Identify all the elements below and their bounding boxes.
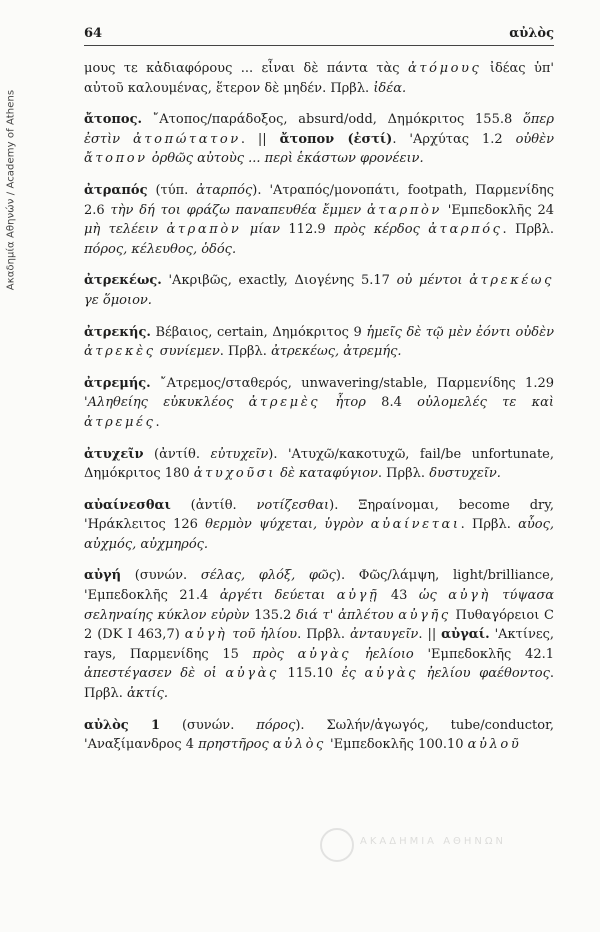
entry-text-segment: . Πρβλ.: [297, 627, 351, 643]
entry-text-segment: γε ὅμοιον.: [84, 292, 152, 308]
entry-text-segment: ). 'Ατυχῶ/κακοτυχῶ, fail/be unfortunate, Δημόκριτος 180: [84, 446, 554, 482]
entry-text-segment: αὖος, αὐχμός, αὐχμηρός.: [84, 517, 555, 552]
entry-lemma: ἀτραπός: [84, 182, 148, 198]
entry-text-segment: 'Αληθείης εὐκυκλέος: [84, 395, 249, 411]
entry-text-segment: τὴν δή τοι φράζω παναπευθέα ἔμμεν: [110, 202, 368, 218]
entry-text-segment: ἠελίοιο: [351, 646, 414, 662]
entry-text-segment: 'Εμπεδοκλῆς 42.1: [413, 646, 555, 662]
entry-text-segment: ἀκτίς.: [127, 686, 169, 702]
entry-text-segment: . Πρβλ.: [219, 344, 272, 360]
dictionary-entry: [84, 323, 554, 362]
entry-text-segment: ἀτόμους: [407, 61, 482, 76]
entry-text-segment: αὐγὰς: [297, 646, 352, 662]
entry-text-segment: δὲ καταφύγιον: [275, 466, 378, 482]
entry-text-segment: ). 'Ατραπός/μονοπάτι, footpath, Παρμενίδης 2.6: [84, 182, 555, 218]
entry-text-segment: ἀνταυγεῖν: [350, 627, 419, 643]
entry-text-segment: (συνών.: [160, 717, 257, 733]
entry-text-segment: αὐγαί.: [441, 627, 490, 643]
entry-text-segment: οὐ μέντοι: [396, 273, 470, 289]
entry-text-segment: ἄτοπον: [84, 151, 148, 167]
entry-text-segment: .: [155, 414, 160, 430]
entry-text-segment: αὐλοῦ: [467, 737, 522, 753]
entry-text-segment: τύψασα σεληναίης κύκλον εὐρὺν: [84, 588, 554, 623]
entry-text-segment: πρὸς: [252, 646, 298, 662]
entry-lemma: αὐγή: [84, 568, 122, 584]
entry-text-segment: ἄτοπον (ἐστί): [279, 131, 393, 147]
entry-lemma: ἀτυχεῖν: [84, 446, 144, 462]
entry-text-segment: πρηστῆρος: [198, 737, 273, 753]
entry-text-segment: ἀταρπὸν: [367, 202, 442, 218]
dictionary-entry: [84, 566, 554, 703]
academy-seal-icon: [320, 828, 354, 862]
entry-text-segment: 'Εμπεδοκλῆς 24: [441, 202, 555, 218]
entry-lemma: ἀτρεκής.: [84, 324, 151, 340]
entry-text-segment: συνίεμεν: [155, 344, 220, 360]
entry-text-segment: (ἀντίθ.: [143, 446, 211, 462]
entry-text-segment: ἀταρπός: [428, 222, 503, 238]
dictionary-entries: [84, 59, 554, 767]
entry-lemma: ἀτρεμής.: [84, 375, 151, 391]
entry-text-segment: ἐς: [341, 666, 365, 682]
dictionary-entry: [84, 271, 554, 310]
entry-text-segment: (τύπ.: [147, 182, 197, 198]
dictionary-entry: [84, 374, 554, 433]
entry-text-segment: ἦτορ: [320, 395, 366, 411]
dictionary-entry: [84, 181, 554, 259]
entry-text-segment: πρὸς κέρδος: [334, 222, 429, 238]
dictionary-entry: [84, 716, 554, 755]
entry-text-segment: διά τ' ἀπλέτου: [296, 607, 399, 623]
entry-text-segment: 'Ακριβῶς, exactly, Διογένης 5.17: [161, 273, 397, 289]
entry-text-segment: ἡμεῖς δὲ τῷ μὲν ἐόντι οὐδὲν: [366, 324, 554, 340]
entry-text-segment: ὡς: [418, 588, 449, 604]
entry-lemma: ἄτοπος.: [84, 112, 143, 128]
entry-text-segment: ῎Ατρεμος/σταθερός, unwavering/stable, Παρμενίδης 1.29: [150, 375, 554, 391]
entry-text-segment: ῎Ατοπος/παράδοξος, absurd/odd, Δημόκριτος 155.8: [142, 112, 523, 128]
entry-text-segment: μὴ τελέειν: [84, 222, 167, 238]
entry-lemma: αὐλὸς 1: [84, 717, 161, 733]
entry-text-segment: θερμὸν ψύχεται, ὑγρὸν: [205, 517, 371, 533]
running-head: αὐλὸς: [509, 26, 554, 41]
entry-text-segment: . ||: [240, 131, 280, 147]
entry-text-segment: ἀργέτι δεύεται: [219, 588, 337, 604]
entry-text-segment: οὐθὲν: [515, 131, 554, 147]
side-watermark: [2, 40, 20, 340]
page-number: 64: [84, 26, 103, 41]
entry-text-segment: 43: [379, 588, 419, 604]
entry-text-segment: ἀτυχοῦσι: [193, 466, 276, 482]
entry-lemma: ἀτρεκέως.: [84, 273, 162, 289]
entry-text-segment: . Πρβλ.: [502, 222, 554, 238]
entry-text-segment: ). Ξηραίνομαι, become dry, 'Ηράκλειτος 126: [84, 497, 554, 533]
header-rule: [84, 45, 554, 46]
entry-text-segment: 115.10: [278, 666, 342, 682]
entry-text-segment: ). Σωλήν/ἀγωγός, tube/conductor, 'Αναξίμανδρος 4: [84, 717, 555, 753]
entry-text-segment: αὐγὴ: [448, 588, 491, 604]
entry-text-segment: μίαν: [241, 222, 280, 238]
entry-text-segment: αὐγὴ: [184, 627, 228, 643]
entry-text-segment: 112.9: [279, 222, 335, 238]
entry-text-segment: . ||: [418, 627, 442, 643]
entry-text-segment: οὐλομελές τε καὶ: [417, 395, 554, 411]
entry-text-segment: τοῦ ἡλίου: [227, 627, 298, 643]
entry-text-segment: 'Εμπεδοκλῆς 100.10: [325, 737, 468, 753]
dictionary-entry: [84, 110, 554, 169]
entry-text-segment: . Πρβλ.: [377, 466, 430, 482]
entry-text-segment: Πυθαγόρειοι C 2 (DK I 463,7): [84, 607, 554, 643]
entry-text-segment: πόρος: [256, 717, 296, 733]
dictionary-entry: [84, 59, 554, 98]
entry-text-segment: . Πρβλ.: [84, 666, 555, 702]
entry-text-segment: ἀπεστέγασεν δὲ οἱ: [84, 666, 226, 682]
side-watermark-text: Ακαδημία Αθηνών / Academy of Athens: [5, 89, 17, 291]
entry-text-segment: Βέβαιος, certain, Δημόκριτος 9: [150, 324, 367, 340]
dictionary-entry: [84, 496, 554, 555]
entry-text-segment: ἀτοπώτατον: [132, 131, 241, 147]
entry-text-segment: ἀτρεκέως, ἀτρεμής.: [271, 344, 402, 360]
dictionary-entry: [84, 445, 554, 484]
entry-text-segment: ). Φῶς/λάμψη, light/brilliance, 'Εμπεδοκλῆς 21.4: [84, 568, 555, 604]
entry-text-segment: ἀτραπὸν: [166, 222, 242, 238]
bottom-watermark-text: ΑΚΑΔΗΜΙΑ ΑΘΗΝΩΝ: [360, 836, 507, 847]
entry-text-segment: ἰδέας ὑπ' αὐτοῦ καλουμένας, ἕτερον δὲ μηδέν. Πρβλ.: [84, 61, 554, 96]
entry-text-segment: ἠελίου φαέθοντος: [418, 666, 550, 682]
entry-text-segment: ἀτρεκέως: [469, 273, 554, 289]
entry-text-segment: πόρος, κέλευθος, ὁδός.: [84, 241, 237, 257]
entry-text-segment: ὀρθῶς αὐτοὺς ... περὶ ἑκάστων φρονέειν.: [147, 151, 424, 167]
entry-text-segment: δυστυχεῖν.: [429, 466, 501, 482]
entry-text-segment: ἀτρεκὲς: [84, 344, 156, 360]
entry-text-segment: (ἀντίθ.: [170, 497, 257, 513]
entry-text-segment: ἀταρπός: [196, 182, 253, 198]
entry-text-segment: ἀτρεμές: [84, 414, 156, 430]
entry-text-segment: εὐτυχεῖν: [210, 446, 269, 462]
entry-text-segment: αὐαίνεται: [370, 517, 461, 533]
entry-text-segment: 8.4: [365, 395, 418, 411]
entry-text-segment: 135.2: [249, 607, 297, 623]
entry-text-segment: 'Ακτίνες, rays, Παρμενίδης 15: [84, 627, 554, 662]
entry-text-segment: (συνών.: [121, 568, 201, 584]
entry-text-segment: μους τε κἀδιαφόρους ... εἶναι δὲ πάντα τὰς: [84, 61, 408, 76]
bottom-watermark: [320, 828, 550, 858]
entry-lemma: αὐαίνεσθαι: [84, 497, 171, 513]
entry-text-segment: νοτίζεσθαι: [256, 497, 330, 513]
entry-text-segment: . Πρβλ.: [460, 517, 519, 533]
entry-text-segment: αὐγὰς: [225, 666, 279, 682]
entry-text-segment: αὐγὰς: [364, 666, 419, 682]
entry-text-segment: αὐγῇ: [336, 588, 380, 604]
entry-text-segment: αὐγῆς: [398, 607, 451, 623]
entry-text-segment: ὅπερ ἐστὶν: [84, 112, 554, 147]
entry-text-segment: ἰδέα.: [373, 80, 407, 96]
entry-text-segment: . 'Αρχύτας 1.2: [392, 131, 516, 147]
entry-text-segment: σέλας, φλόξ, φῶς: [200, 568, 336, 584]
entry-text-segment: ἀτρεμὲς: [248, 395, 321, 411]
entry-text-segment: αὐλὸς: [272, 737, 326, 753]
